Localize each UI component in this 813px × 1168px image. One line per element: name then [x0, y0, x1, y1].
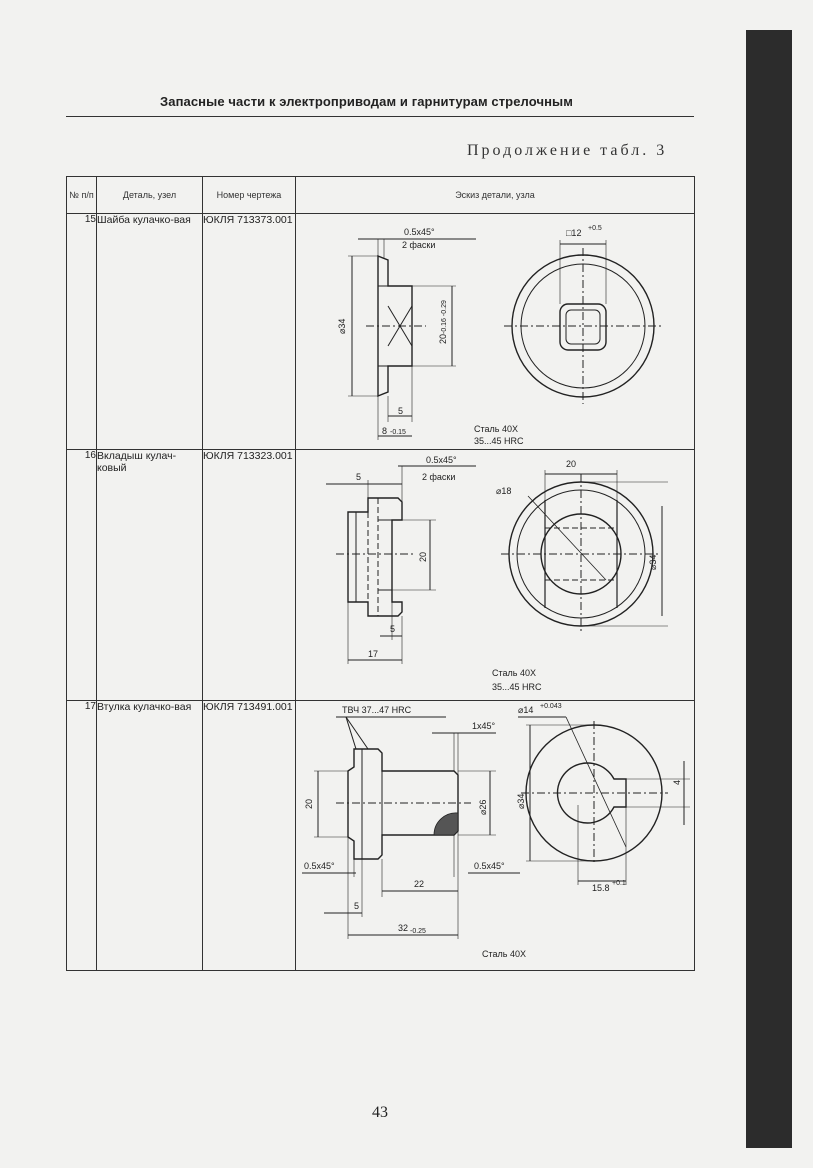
table-row — [67, 701, 695, 971]
col-header-drawing: Номер чертежа — [203, 177, 296, 214]
drawing-number: ЮКЛЯ 713323.001 — [203, 450, 296, 701]
length-dim: 32 — [398, 923, 409, 933]
material-label: Сталь 40Х — [482, 949, 526, 959]
table-row — [67, 450, 695, 701]
length-tolerance: -0.15 — [390, 429, 406, 436]
part-name: Вкладыш кулач-ковый — [97, 450, 203, 701]
insert-sketch — [296, 450, 695, 701]
hardness-label: 35...45 HRC — [474, 436, 524, 446]
diameter-label: ⌀34 — [648, 554, 658, 570]
hardness-label: 35...45 HRC — [492, 682, 542, 692]
sketch-cell — [296, 450, 695, 701]
top-width-dim: 5 — [356, 472, 362, 482]
sketch-cell — [296, 214, 695, 450]
chamfer-label: 0.5x45° — [426, 455, 457, 465]
bore-tolerance: +0.043 — [540, 703, 562, 710]
row-number: 16 — [67, 450, 97, 701]
part-name: Шайба кулачко-вая — [97, 214, 203, 450]
bore-label: 20 — [438, 333, 448, 344]
sketch-cell — [296, 701, 695, 971]
table-header-row — [67, 177, 695, 214]
part-name: Втулка кулачко-вая — [97, 701, 203, 971]
outer-diameter-label: ⌀34 — [516, 793, 526, 809]
col-header-part: Деталь, узел — [97, 177, 203, 214]
material-label: Сталь 40Х — [474, 424, 518, 434]
chamfer-count-label: 2 фаски — [402, 240, 436, 250]
length-dim: 8 — [382, 426, 388, 436]
chamfer-label: 0.5x45° — [404, 227, 435, 237]
flange-dim: 5 — [398, 406, 404, 416]
col-header-sketch: Эскиз детали, узла — [296, 177, 695, 214]
bore-diameter-label: ⌀14 — [518, 705, 534, 715]
washer-sketch — [296, 214, 695, 450]
left-dim: 20 — [304, 798, 314, 809]
drawing-number: ЮКЛЯ 713491.001 — [203, 701, 296, 971]
page-number: 43 — [372, 1104, 388, 1121]
material-label: Сталь 40Х — [492, 668, 536, 678]
drawing-number: ЮКЛЯ 713373.001 — [203, 214, 296, 450]
col-header-number: № п/п — [67, 177, 97, 214]
inner-dim: 20 — [418, 551, 428, 562]
chamfer-right-bottom-label: 0.5x45° — [474, 861, 505, 871]
width-dim: 20 — [566, 459, 577, 469]
hole-diameter-label: ⌀18 — [496, 486, 512, 496]
bushing-sketch — [296, 701, 695, 971]
page-header-title: Запасные части к электроприводам и гарнитурам стрелочным — [160, 94, 573, 109]
step-dim: 5 — [390, 624, 396, 634]
square-label: □12 — [566, 228, 582, 238]
header-rule — [66, 116, 694, 117]
hardening-label: ТВЧ 37...47 HRC — [342, 705, 412, 715]
length-dim: 17 — [368, 649, 379, 659]
flange-dim: 5 — [354, 901, 360, 911]
key-depth-dim: 15.8 — [592, 883, 610, 893]
row-number: 15 — [67, 214, 97, 450]
spare-parts-table — [66, 176, 695, 971]
key-depth-tolerance: +0.1 — [612, 880, 626, 887]
length-tolerance: -0.25 — [410, 928, 426, 935]
chamfer-left-bottom-label: 0.5x45° — [304, 861, 335, 871]
row-number: 17 — [67, 701, 97, 971]
diameter-label: ⌀34 — [337, 318, 347, 334]
chamfer-count-label: 2 фаски — [422, 472, 456, 482]
chamfer-right-label: 1x45° — [472, 721, 496, 731]
bore-tolerance: -0.16 -0.29 — [441, 300, 448, 334]
key-width-dim: 4 — [672, 779, 682, 785]
dark-scan-edge — [746, 30, 792, 1148]
shaft-diameter-label: ⌀26 — [478, 799, 488, 815]
table-continuation-label: Продолжение табл. 3 — [467, 142, 668, 159]
square-tolerance: +0.5 — [588, 225, 602, 232]
inner-length-dim: 22 — [414, 879, 425, 889]
table-row — [67, 214, 695, 450]
